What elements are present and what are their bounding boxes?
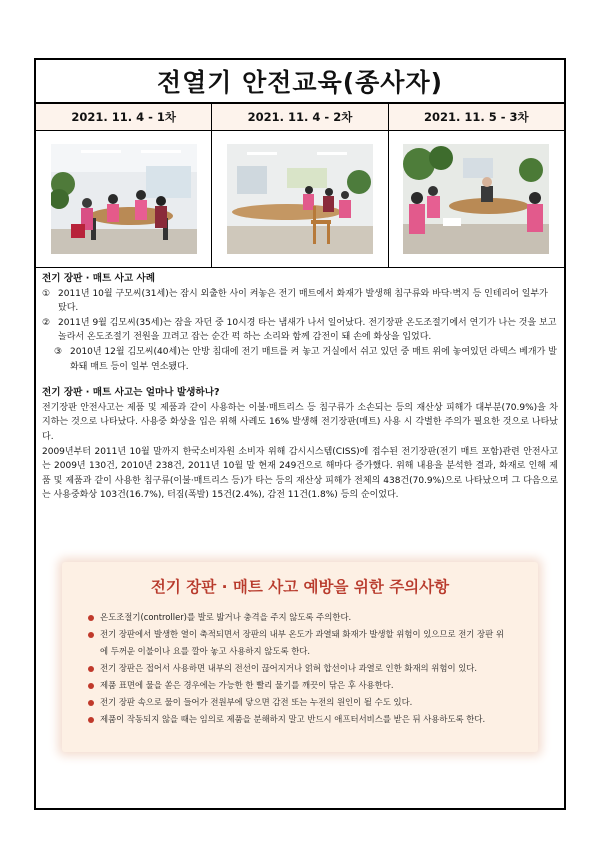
session-date-3: 2021. 11. 5 - 3차: [389, 104, 564, 130]
session-date-1: 2021. 11. 4 - 1차: [36, 104, 212, 130]
statistics-paragraph-2: 2009년부터 2011년 10월 말까지 한국소비자원 소비자 위해 감시시스템(CISS)에 접수된 전기장판(전기 매트 포함)관련 안전사고는 2009년 130건, 2010년 238건, 2011년 10월 말 현재 249건으로 해마다 증가했다. 위해 내용을 분석한 결과, 화재로 인해 제품 및 제품과 같이 사용한 침구류(이불·매트리스 등)가 타는 등의 재산상 피해가 전체의 438건(70.9%)으로 나타났으며 그 다음으로는 사용중화상 103건(16.7%), 터짐(폭발) 15건(2.4%), 감전 11건(1.8%) 등의 순이었다.: [42, 446, 558, 501]
precaution-text: 전기 장판은 접어서 사용하면 내부의 전선이 끊어지거나 얽혀 합선이나 과열로 인한 화재의 위험이 있다.: [100, 663, 478, 673]
newsletter-page: [34, 58, 566, 810]
case-item: [42, 287, 558, 316]
precaution-item: [62, 694, 538, 711]
precaution-item: [62, 609, 538, 626]
bullet-dot-icon: [88, 632, 94, 638]
precautions-title: 전기 장판 · 매트 사고 예방을 위한 주의사항: [150, 578, 450, 596]
precautions-box: [62, 562, 538, 752]
precaution-text: 제품이 작동되지 않을 때는 임의로 제품을 분해하지 말고 반드시 애프터서비스를 받은 뒤 사용하도록 한다.: [100, 714, 486, 724]
session-date-2: 2021. 11. 4 - 2차: [212, 104, 388, 130]
session-photo-2: [227, 144, 373, 254]
session-photo-1: [51, 144, 197, 254]
session-photo-row: [36, 131, 564, 268]
page-title: 전열기 안전교육(종사자): [36, 60, 564, 104]
bullet-dot-icon: [88, 666, 94, 672]
session-photo-3: [403, 144, 549, 254]
section-title-statistics: 전기 장판 · 매트 사고는 얼마나 발생하나?: [42, 387, 220, 399]
precaution-text: 전기 장판에서 발생한 열이 축적되면서 장판의 내부 온도가 과열돼 화재가 발생할 위험이 있으므로 전기 장판 위에 두꺼운 이불이나 요를 깔아 놓고 사용하지 않도록 한다.: [100, 629, 504, 656]
case-number: ③: [54, 346, 63, 357]
precaution-item: [62, 711, 538, 728]
precaution-text: 온도조절기(controller)를 발로 밟거나 충격을 주지 않도록 주의한다.: [100, 612, 352, 622]
precaution-text: 전기 장판 속으로 물이 들어가 전원부에 닿으면 감전 또는 누전의 원인이 될 수도 있다.: [100, 697, 413, 707]
article-content: [36, 268, 564, 503]
case-number: ①: [42, 288, 51, 299]
case-item: [42, 345, 558, 374]
section-title-cases: 전기 장판 · 매트 사고 사례: [42, 273, 156, 284]
case-item: [42, 316, 558, 345]
precaution-text: 제품 표면에 물을 쏟은 경우에는 가능한 한 빨리 물기를 깨끗이 닦은 후 사용한다.: [100, 680, 394, 690]
bullet-dot-icon: [88, 700, 94, 706]
precaution-item: [62, 677, 538, 694]
precaution-item: [62, 660, 538, 677]
precaution-item: [62, 626, 538, 660]
case-text: 2011년 10월 구모씨(31세)는 잠시 외출한 사이 켜놓은 전기 매트에서 화재가 발생해 침구류와 바닥·벽지 등 인테리어 일부가 탔다.: [58, 288, 548, 314]
statistics-paragraph-1: 전기장판 안전사고는 제품 및 제품과 같이 사용하는 이불·매트리스 등 침구류가 소손되는 등의 재산상 피해가 대부분(70.9%)을 차지하는 것으로 나타났다. 사용중 화상을 입은 위해 사례도 16% 발생해 전기장판(매트) 사용 시 각별한 주의가 필요한 것으로 나타났다.: [42, 402, 558, 442]
case-text: 2011년 9월 김모씨(35세)는 잠을 자던 중 10시경 타는 냄새가 나서 일어났다. 전기장판 온도조절기에서 연기가 나는 것을 보고 놀라서 온도조절기 전원을 끄려고 잡는 순간 퍽 하는 소리와 함께 감전이 돼 손에 화상을 입었다.: [58, 317, 557, 343]
session-date-row: [36, 104, 564, 131]
case-text: 2010년 12월 김모씨(40세)는 안방 침대에 전기 매트를 켜 놓고 거실에서 쉬고 있던 중 매트 위에 놓여있던 라텍스 베개가 발화돼 매트 등이 일부 연소됐다.: [70, 346, 557, 372]
bullet-dot-icon: [88, 683, 94, 689]
bullet-dot-icon: [88, 615, 94, 621]
photo-cell-3: [389, 131, 564, 267]
photo-cell-1: [36, 131, 212, 267]
bullet-dot-icon: [88, 717, 94, 723]
photo-cell-2: [212, 131, 388, 267]
case-number: ②: [42, 317, 51, 328]
